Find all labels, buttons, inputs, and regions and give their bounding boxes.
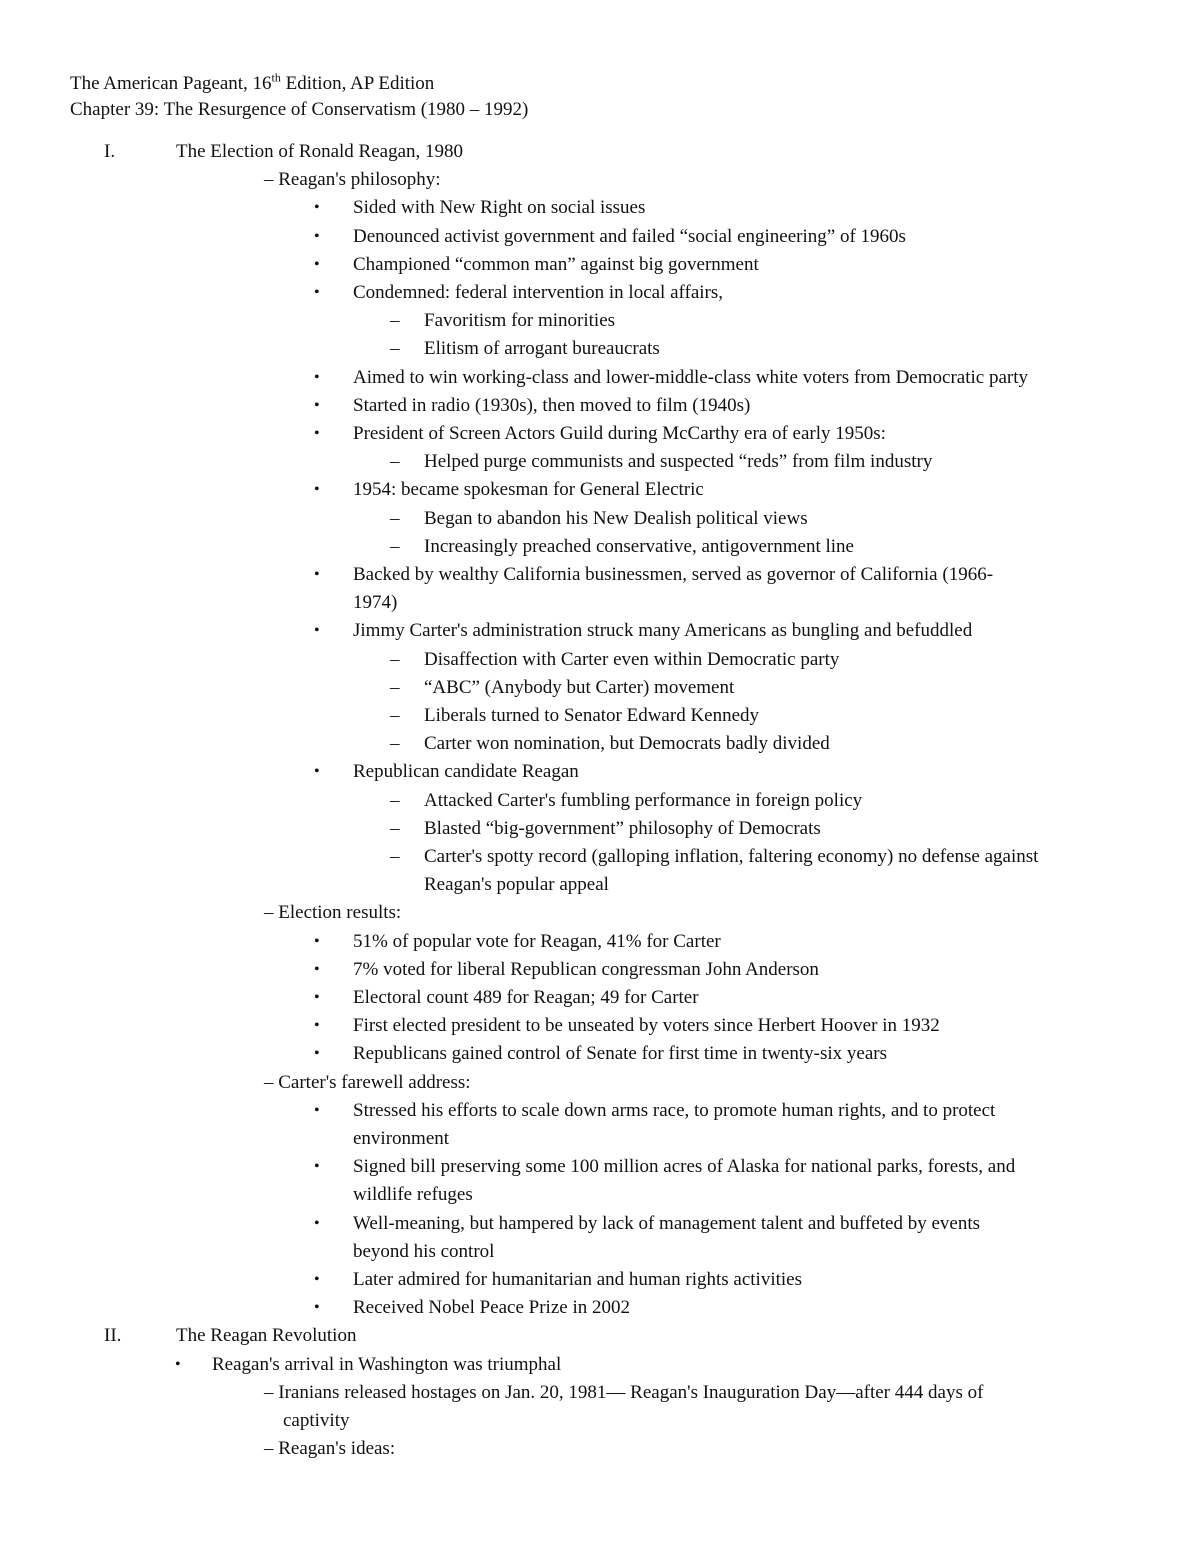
bullet-icon: • — [314, 397, 320, 414]
bullet-item-continued: 1974) — [353, 592, 398, 613]
sub-bullet-item: Liberals turned to Senator Edward Kennedy — [424, 705, 760, 726]
sub-bullet-item: Carter won nomination, but Democrats badly divided — [424, 733, 830, 754]
bullet-item: Republican candidate Reagan — [353, 761, 579, 782]
bullet-item: Stressed his efforts to scale down arms race, to promote human rights, and to protect — [353, 1100, 996, 1121]
sub-bullet-item: Began to abandon his New Dealish political views — [424, 508, 808, 529]
section-number: II. — [104, 1325, 122, 1346]
bullet-icon: • — [314, 989, 320, 1006]
dash-marker: – — [390, 790, 400, 811]
sub-bullet-item: Attacked Carter's fumbling performance in foreign policy — [424, 790, 863, 811]
bullet-icon: • — [314, 369, 320, 386]
bullet-item: Reagan's arrival in Washington was triumphal — [212, 1354, 562, 1375]
dash-marker: – — [390, 677, 400, 698]
bullet-icon: • — [314, 566, 320, 583]
section-number: I. — [104, 141, 116, 162]
chapter-title: Chapter 39: The Resurgence of Conservatism (1980 – 1992) — [70, 99, 529, 120]
subsection-label: – Election results: — [264, 902, 402, 923]
dash-marker: – — [390, 818, 400, 839]
bullet-item-continued: wildlife refuges — [353, 1184, 473, 1205]
bullet-item: 51% of popular vote for Reagan, 41% for Carter — [353, 931, 721, 952]
bullet-icon: • — [314, 1158, 320, 1175]
bullet-item: Denounced activist government and failed “social engineering” of 1960s — [353, 226, 906, 247]
bullet-item: Jimmy Carter's administration struck many Americans as bungling and befuddled — [353, 620, 973, 641]
bullet-icon: • — [175, 1356, 181, 1373]
bullet-icon: • — [314, 228, 320, 245]
bullet-item: Started in radio (1930s), then moved to film (1940s) — [353, 395, 751, 416]
dash-marker: – — [390, 705, 400, 726]
edition-superscript: th — [271, 70, 281, 85]
section-heading: The Election of Ronald Reagan, 1980 — [176, 141, 464, 162]
book-title — [70, 70, 434, 98]
sub-bullet-item-continued: Reagan's popular appeal — [424, 874, 609, 895]
dash-marker: – — [390, 338, 400, 359]
subsection-label-continued: captivity — [283, 1410, 350, 1431]
bullet-item: Sided with New Right on social issues — [353, 197, 646, 218]
dash-marker: – — [390, 310, 400, 331]
subsection-label: – Iranians released hostages on Jan. 20, 1981— Reagan's Inauguration Day—after 444 days of — [264, 1382, 984, 1403]
dash-marker: – — [390, 649, 400, 670]
bullet-icon: • — [314, 1017, 320, 1034]
sub-bullet-item: Blasted “big-government” philosophy of Democrats — [424, 818, 821, 839]
sub-bullet-item: Elitism of arrogant bureaucrats — [424, 338, 660, 359]
bullet-item: Received Nobel Peace Prize in 2002 — [353, 1297, 630, 1318]
bullet-icon: • — [314, 1102, 320, 1119]
bullet-item: Well-meaning, but hampered by lack of management talent and buffeted by events — [353, 1213, 981, 1234]
bullet-icon: • — [314, 933, 320, 950]
bullet-item: Backed by wealthy California businessmen, served as governor of California (1966- — [353, 564, 994, 585]
bullet-item: Championed “common man” against big government — [353, 254, 759, 275]
sub-bullet-item: Disaffection with Carter even within Democratic party — [424, 649, 840, 670]
sub-bullet-item: Increasingly preached conservative, antigovernment line — [424, 536, 854, 557]
subsection-label: – Carter's farewell address: — [264, 1072, 471, 1093]
bullet-icon: • — [314, 256, 320, 273]
bullet-item: Republicans gained control of Senate for first time in twenty-six years — [353, 1043, 887, 1064]
sub-bullet-item: Carter's spotty record (galloping inflation, faltering economy) no defense against — [424, 846, 1039, 867]
book-title-text: The American Pageant, 16 — [70, 73, 272, 94]
bullet-icon: • — [314, 763, 320, 780]
dash-marker: – — [390, 733, 400, 754]
bullet-item: 7% voted for liberal Republican congressman John Anderson — [353, 959, 819, 980]
bullet-item: First elected president to be unseated by voters since Herbert Hoover in 1932 — [353, 1015, 940, 1036]
bullet-icon: • — [314, 1271, 320, 1288]
sub-bullet-item: “ABC” (Anybody but Carter) movement — [424, 677, 735, 698]
subsection-label: – Reagan's philosophy: — [264, 169, 441, 190]
bullet-icon: • — [314, 1299, 320, 1316]
bullet-item: 1954: became spokesman for General Electric — [353, 479, 704, 500]
dash-marker: – — [390, 536, 400, 557]
bullet-icon: • — [314, 1045, 320, 1062]
bullet-icon: • — [314, 961, 320, 978]
bullet-icon: • — [314, 1215, 320, 1232]
book-title-edition: Edition, AP Edition — [280, 73, 435, 94]
bullet-item: Condemned: federal intervention in local affairs, — [353, 282, 724, 303]
subsection-label: – Reagan's ideas: — [264, 1438, 396, 1459]
bullet-item-continued: environment — [353, 1128, 450, 1149]
bullet-icon: • — [314, 284, 320, 301]
bullet-item: President of Screen Actors Guild during McCarthy era of early 1950s: — [353, 423, 886, 444]
sub-bullet-item: Favoritism for minorities — [424, 310, 616, 331]
sub-bullet-item: Helped purge communists and suspected “reds” from film industry — [424, 451, 933, 472]
bullet-icon: • — [314, 481, 320, 498]
bullet-item: Later admired for humanitarian and human rights activities — [353, 1269, 802, 1290]
section-heading: The Reagan Revolution — [176, 1325, 357, 1346]
dash-marker: – — [390, 508, 400, 529]
bullet-item: Electoral count 489 for Reagan; 49 for Carter — [353, 987, 699, 1008]
bullet-item-continued: beyond his control — [353, 1241, 495, 1262]
bullet-icon: • — [314, 622, 320, 639]
bullet-item: Signed bill preserving some 100 million acres of Alaska for national parks, forests, and — [353, 1156, 1016, 1177]
bullet-icon: • — [314, 425, 320, 442]
bullet-item: Aimed to win working-class and lower-middle-class white voters from Democratic party — [353, 367, 1028, 388]
dash-marker: – — [390, 846, 400, 867]
dash-marker: – — [390, 451, 400, 472]
bullet-icon: • — [314, 199, 320, 216]
